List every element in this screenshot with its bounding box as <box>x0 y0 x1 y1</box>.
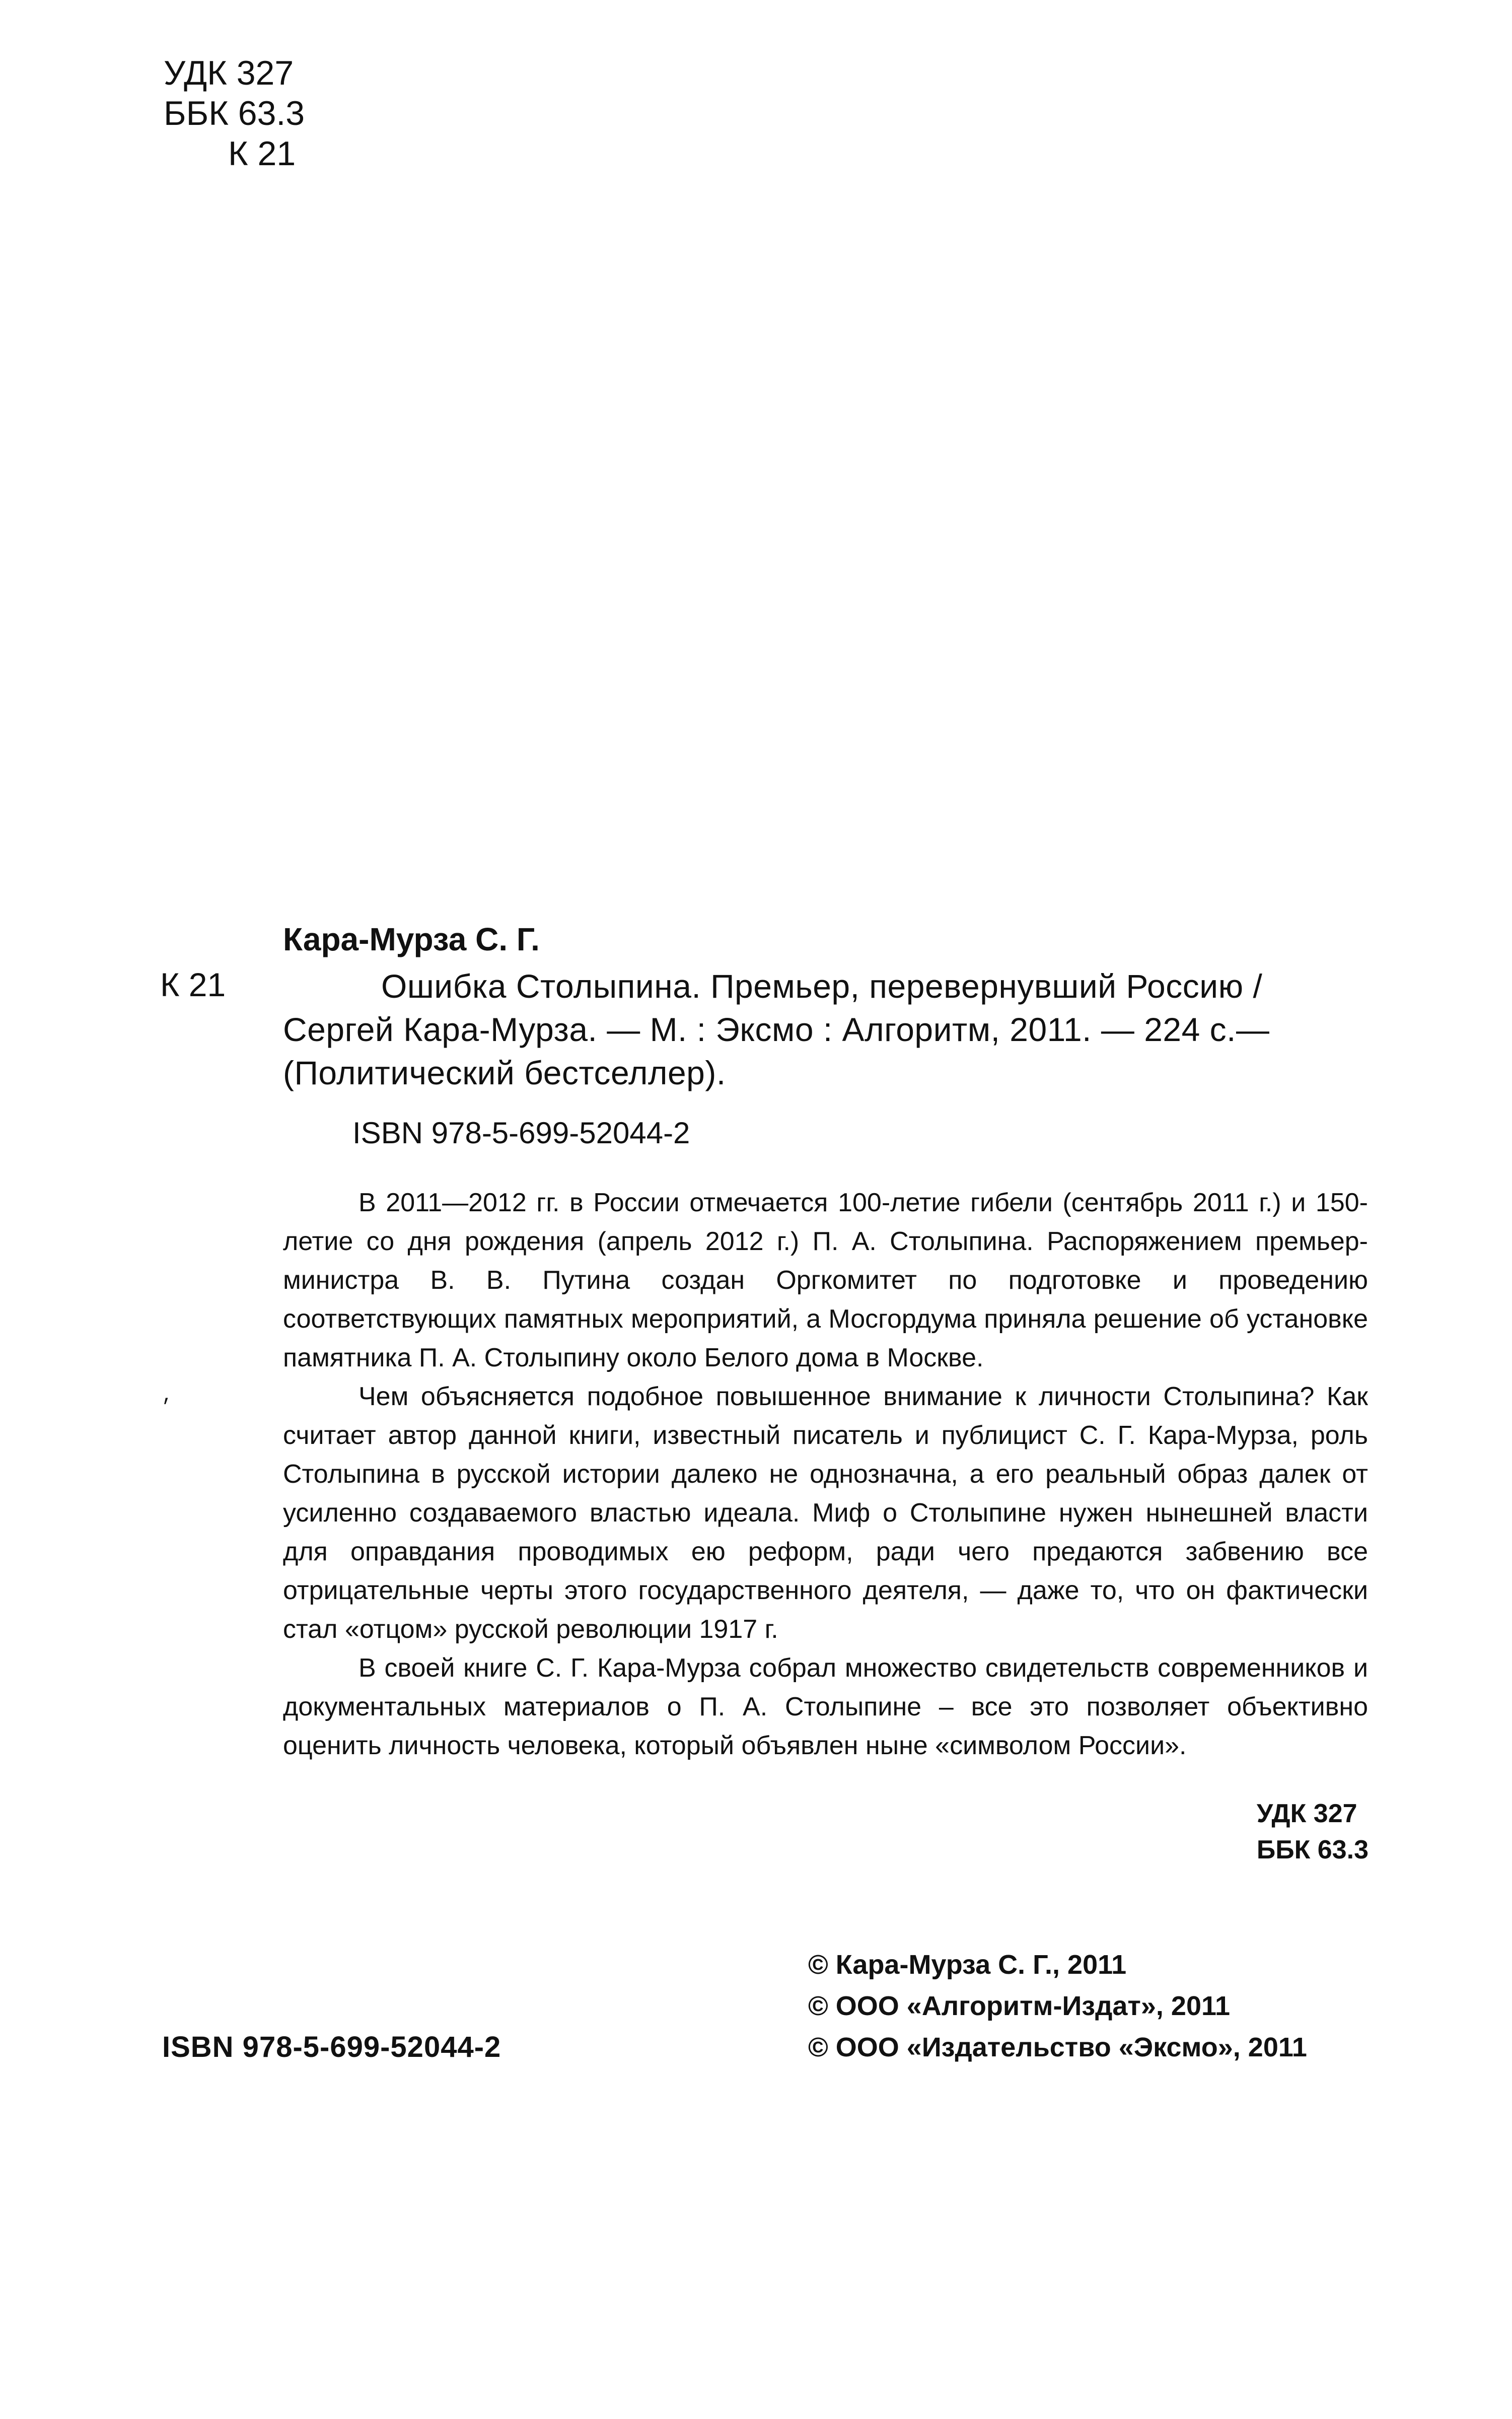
bottom-classification-codes <box>1257 1795 1369 1868</box>
record-isbn: ISBN 978-5-699-52044-2 <box>352 1116 690 1150</box>
isbn-bold: ISBN 978-5-699-52044-2 <box>162 2031 501 2063</box>
copyright-line: © ООО «Алгоритм-Издат», 2011 <box>808 1991 1231 2021</box>
record-author: Кара-Мурза С. Г. <box>283 921 540 957</box>
top-classification-codes <box>164 53 305 174</box>
annotation-paragraph: Чем объясняется подобное повышенное внимание к личности Столыпина? Как считает автор данной книги, известный писатель и публицист С. Г. Кара-Мурза, роль Столыпина в русской истории далеко не однозначна, а его реальный образ далек от усиленно создаваемого властью идеала. Миф о Столыпине нужен нынешней власти для оправдания проводимых ею реформ, ради чего предаются забвению все отрицательные черты этого государственного деятеля, — даже то, что он фактически стал «отцом» русской революции 1917 г. <box>283 1382 1368 1644</box>
copyright-line: © Кара-Мурза С. Г., 2011 <box>808 1950 1127 1980</box>
top-author-mark: К 21 <box>228 134 296 173</box>
record-title-line: Сергей Кара-Мурза. — М. : Эксмо : Алгоритм, 2011. — 224 с.— <box>283 1011 1270 1048</box>
top-bbk-code: ББК 63.3 <box>164 94 305 132</box>
annotation <box>283 1184 1368 1765</box>
top-udk-code: УДК 327 <box>164 54 294 92</box>
copyright-line: © ООО «Издательство «Эксмо», 2011 <box>808 2032 1307 2062</box>
copyright-block <box>808 1944 1307 2068</box>
record-title-line: (Политический бестселлер). <box>283 1054 726 1091</box>
bottom-udk-code: УДК 327 <box>1256 1799 1357 1828</box>
margin-mark: ׳ <box>162 1397 170 1419</box>
annotation-paragraph: В своей книге С. Г. Кара-Мурза собрал множество свидетельств современников и документальных материалов о П. А. Столыпине – все это позволяет объективно оценить личность человека, который объявлен ныне «символом России». <box>283 1653 1368 1760</box>
bottom-bbk-code: ББК 63.3 <box>1256 1835 1369 1864</box>
record-title-line: Ошибка Столыпина. Премьер, перевернувший Россию / <box>381 967 1263 1005</box>
record-title-block <box>283 964 1401 1094</box>
annotation-paragraph: В 2011—2012 гг. в России отмечается 100-летие гибели (сентябрь 2011 г.) и 150-летие со дня рождения (апрель 2012 г.) П. А. Столыпина. Распоряжением премьер-министра В. В. Путина создан Оргкомитет по подготовке и проведению соответствующих памятных мероприятий, а Мосгордума приняла решение об установке памятника П. А. Столыпину около Белого дома в Москве. <box>283 1188 1368 1372</box>
record-author-mark: К 21 <box>160 966 226 1003</box>
